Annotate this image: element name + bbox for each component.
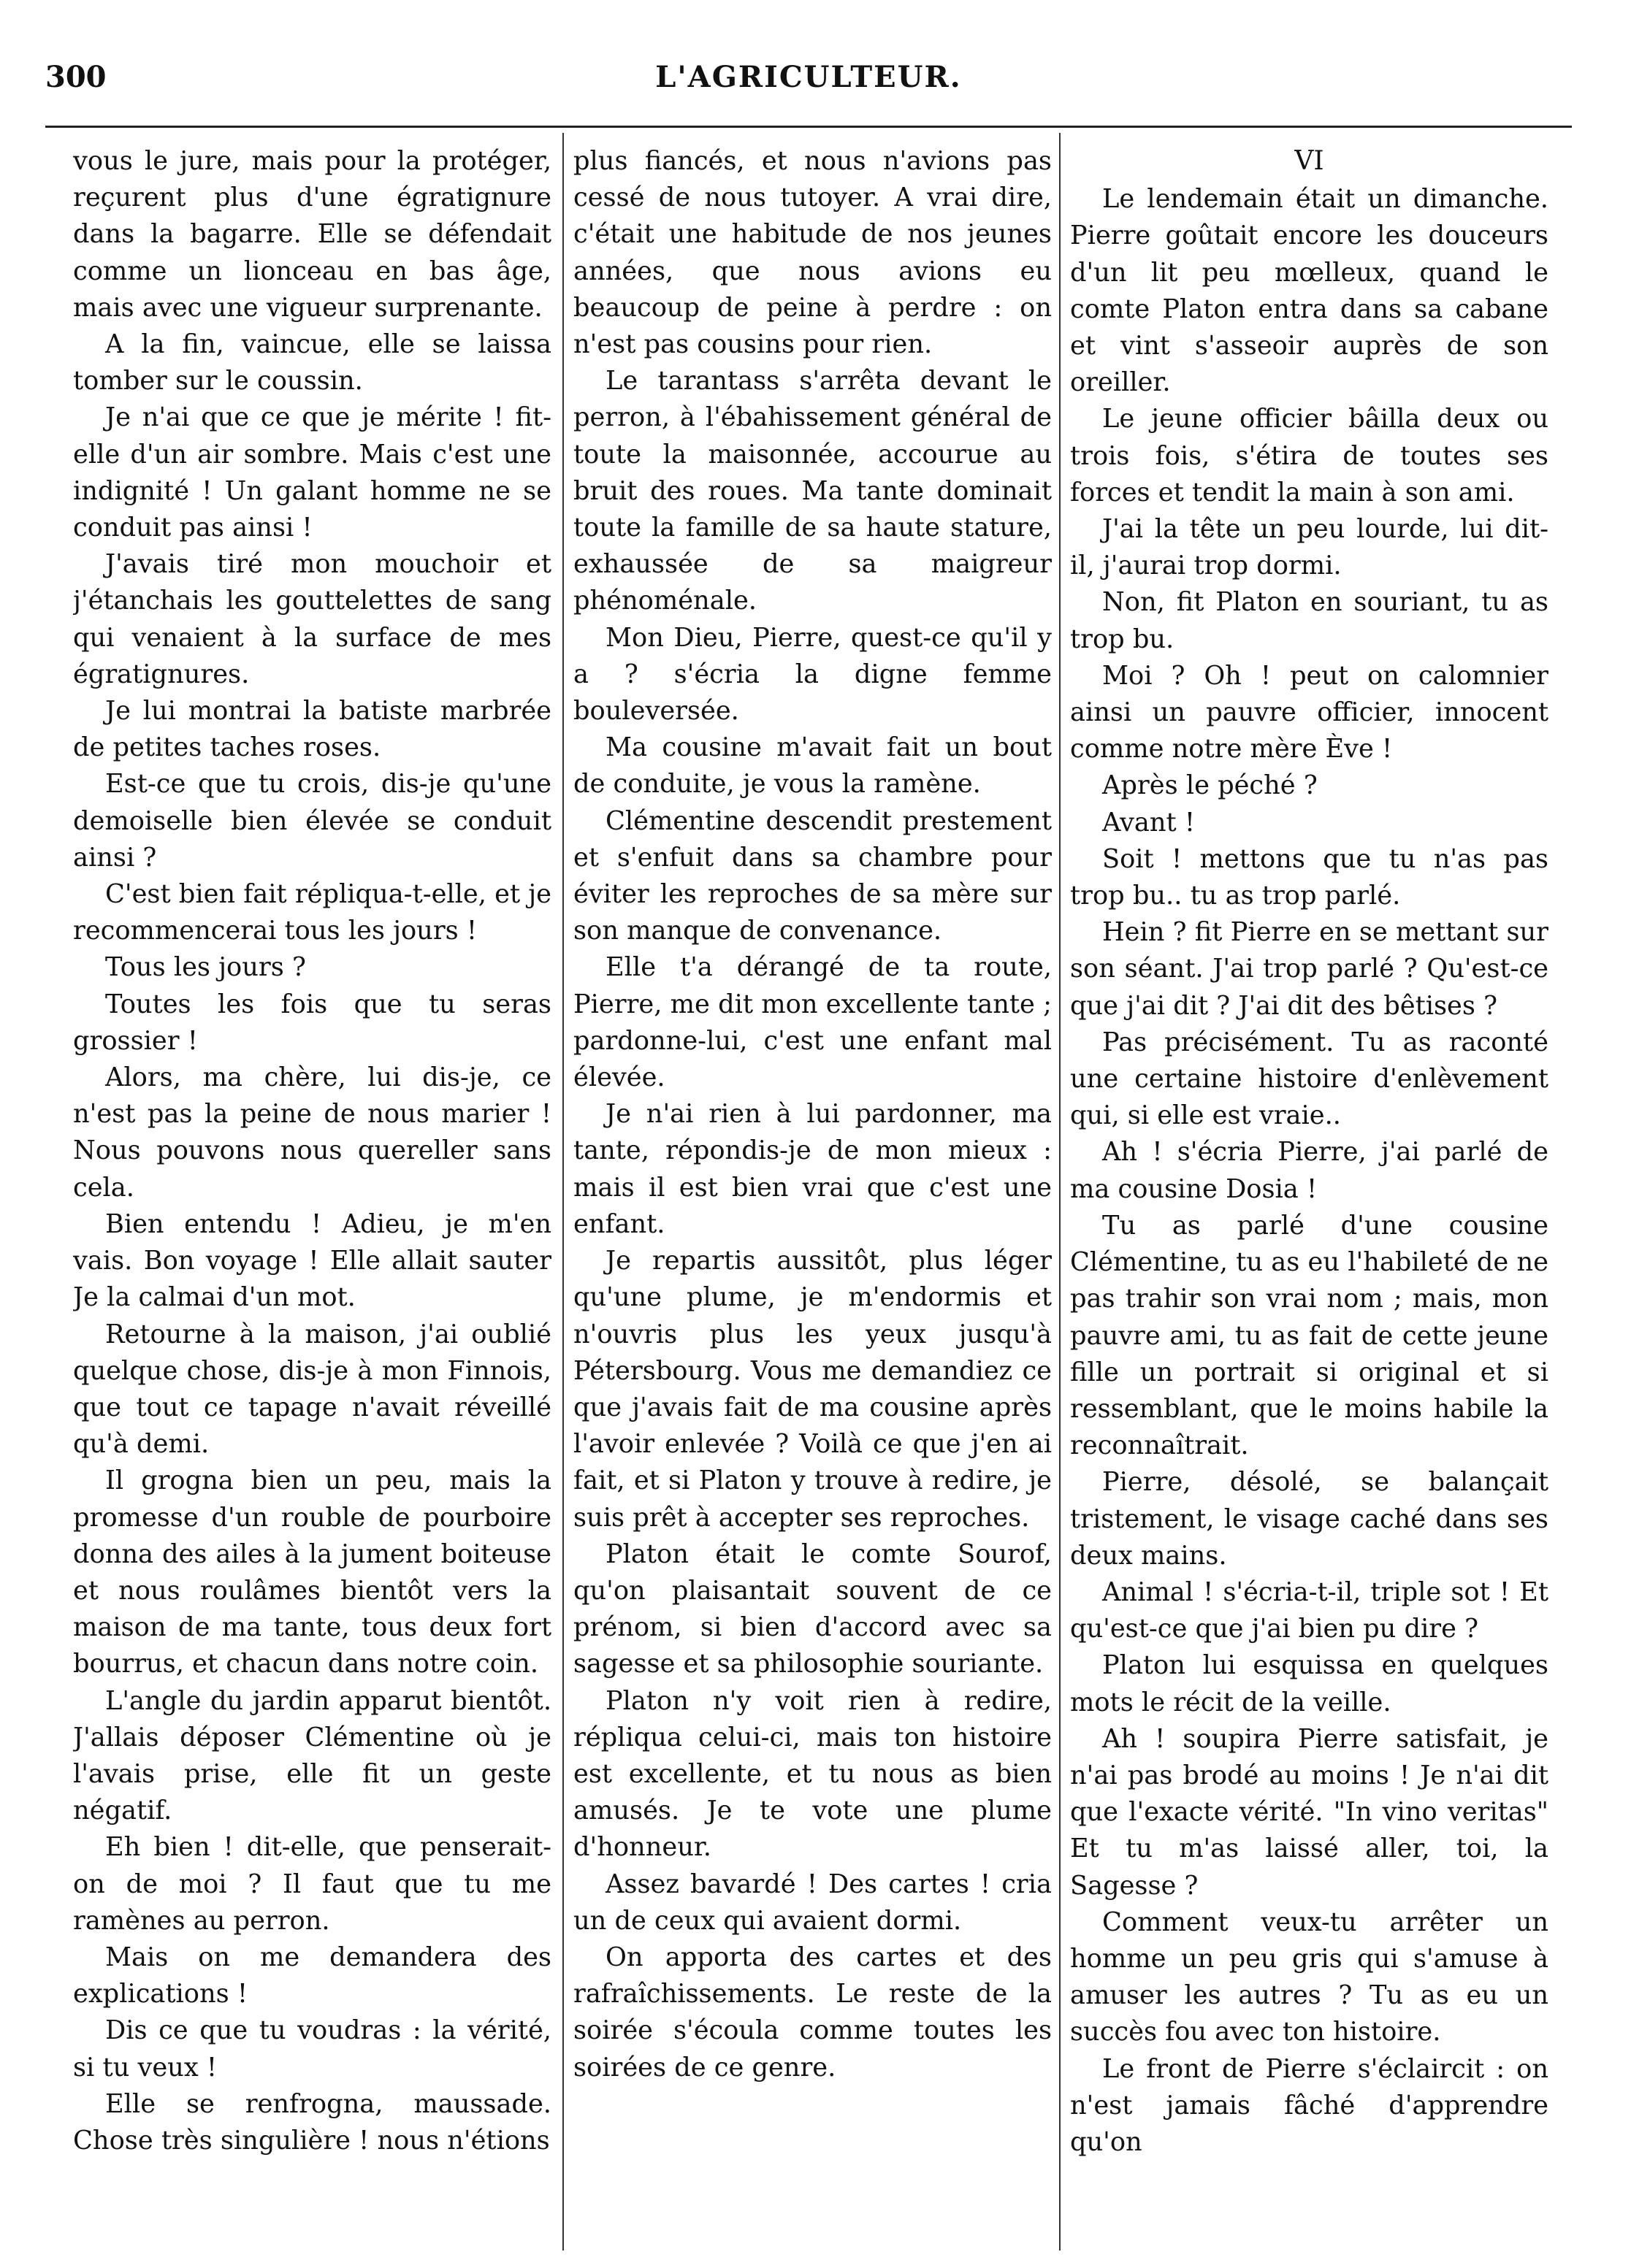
paragraph: Le tarantass s'arrêta devant le perron, à l'ébahissement général de toute la maisonnée, accourue au bruit des roues. Ma tante dominait toute la famille de sa haute stature, exhaussée de sa maigreur phénoménale. xyxy=(573,366,1052,616)
paragraph: Je n'ai rien à lui pardonner, ma tante, répondis-je de mon mieux : mais il est bien vrai que c'est une enfant. xyxy=(573,1099,1052,1239)
text-column-2 xyxy=(573,143,1052,2231)
column-divider xyxy=(562,133,564,2250)
paragraph: Tu as parlé d'une cousine Clémentine, tu as eu l'habileté de ne pas trahir son vrai nom ; mais, mon pauvre ami, tu as fait de cette jeune fille un portrait si original et si ressemblant, que le moins habile la reconnaîtrait. xyxy=(1070,1210,1548,1461)
paragraph: Mais on me demandera des explications ! xyxy=(73,1942,551,2010)
paragraph: Elle se renfrogna, maussade. Chose très singulière ! nous n'étions xyxy=(73,2088,551,2156)
paragraph: J'avais tiré mon mouchoir et j'étanchais les gouttelettes de sang qui venaient à la surface de mes égratignures. xyxy=(73,549,551,689)
paragraph: Non, fit Platon en souriant, tu as trop bu. xyxy=(1070,587,1548,654)
page-header xyxy=(45,60,1572,118)
paragraph: Je lui montrai la batiste marbrée de petites taches roses. xyxy=(73,696,551,763)
text-column-1 xyxy=(73,143,551,2231)
paragraph: Il grogna bien un peu, mais la promesse d'un rouble de pourboire donna des ailes à la jument boiteuse et nous roulâmes bientôt vers la maison de ma tante, tous deux fort bourrus, et chacun dans notre coin. xyxy=(73,1466,551,1679)
paragraph: Mon Dieu, Pierre, quest-ce qu'il y a ? s'écria la digne femme bouleversée. xyxy=(573,622,1052,727)
paragraph: Ah ! s'écria Pierre, j'ai parlé de ma cousine Dosia ! xyxy=(1070,1137,1548,1204)
paragraph: Assez bavardé ! Des cartes ! cria un de ceux qui avaient dormi. xyxy=(573,1869,1052,1936)
page-number: 300 xyxy=(45,60,107,94)
paragraph: Clémentine descendit prestement et s'enfuit dans sa chambre pour éviter les reproches de sa mère sur son manque de convenance. xyxy=(573,805,1052,946)
paragraph: On apporta des cartes et des rafraîchissements. Le reste de la soirée s'écoula comme toutes les soirées de ce genre. xyxy=(573,1942,1052,2083)
paragraph: Le front de Pierre s'éclaircit : on n'est jamais fâché d'apprendre qu'on xyxy=(1070,2053,1548,2157)
paragraph: Avant ! xyxy=(1102,807,1195,838)
paragraph: Le jeune officier bâilla deux ou trois fois, s'étira de toutes ses forces et tendit la main à son ami. xyxy=(1070,404,1548,507)
paragraph: A la fin, vaincue, elle se laissa tomber sur le coussin. xyxy=(73,329,551,396)
paragraph: Ah ! soupira Pierre satisfait, je n'ai pas brodé au moins ! Je n'ai dit que l'exacte vérité. "In vino veritas" Et tu m'as laissé aller, toi, la Sagesse ? xyxy=(1070,1723,1548,1901)
paragraph: Pierre, désolé, se balançait tristement, le visage caché dans ses deux mains. xyxy=(1070,1467,1548,1571)
paragraph: Ma cousine m'avait fait un bout de conduite, je vous la ramène. xyxy=(573,732,1052,800)
paragraph: Est-ce que tu crois, dis-je qu'une demoiselle bien élevée se conduit ainsi ? xyxy=(73,769,551,873)
paragraph: Alors, ma chère, lui dis-je, ce n'est pas la peine de nous marier ! Nous pouvons nous quereller sans cela. xyxy=(73,1062,551,1203)
paragraph: Moi ? Oh ! peut on calomnier ainsi un pauvre officier, innocent comme notre mère Ève ! xyxy=(1070,660,1548,765)
paragraph: Tous les jours ? xyxy=(105,952,306,983)
paragraph: Je repartis aussitôt, plus léger qu'une plume, je m'endormis et n'ouvris plus les yeux jusqu'à Pétersbourg. Vous me demandiez ce que j'avais fait de ma cousine après l'avoir enlevée ? Voilà ce que j'en ai fait, et si Platon y trouve à redire, je suis prêt à accepter ses reproches. xyxy=(573,1246,1052,1533)
running-title: L'AGRICULTEUR. xyxy=(655,60,962,94)
paragraph: plus fiancés, et nous n'avions pas cessé de nous tutoyer. A vrai dire, c'était une habitude de nos jeunes années, que nous avions eu beaucoup de peine à perdre : on n'est pas cousins pour rien. xyxy=(573,146,1052,360)
paragraph: vous le jure, mais pour la protéger, reçurent plus d'une égratignure dans la bagarre. Elle se défendait comme un lionceau en bas âge, mais avec une vigueur surprenante. xyxy=(73,146,551,323)
text-column-3 xyxy=(1070,143,1548,2231)
paragraph: Pas précisément. Tu as raconté une certaine histoire d'enlèvement qui, si elle est vraie.. xyxy=(1070,1027,1548,1131)
paragraph: Je n'ai que ce que je mérite ! fit-elle d'un air sombre. Mais c'est une indignité ! Un galant homme ne se conduit pas ainsi ! xyxy=(73,402,551,543)
chapter-heading: VI xyxy=(1294,146,1324,176)
column-divider xyxy=(1059,133,1061,2250)
paragraph: Toutes les fois que tu seras grossier ! xyxy=(73,989,551,1056)
paragraph: Soit ! mettons que tu n'as pas trop bu.. tu as trop parlé. xyxy=(1070,843,1548,911)
paragraph: Dis ce que tu voudras : la vérité, si tu veux ! xyxy=(73,2015,551,2083)
paragraph: C'est bien fait répliqua-t-elle, et je recommencerai tous les jours ! xyxy=(73,879,551,946)
paragraph: Platon n'y voit rien à redire, répliqua celui-ci, mais ton histoire est excellente, et tu nous as bien amusés. Je te vote une plume d'honneur. xyxy=(573,1685,1052,1863)
paragraph: Comment veux-tu arrêter un homme un peu gris qui s'amuse à amuser les autres ? Tu as eu un succès fou avec ton histoire. xyxy=(1070,1907,1548,2047)
paragraph: L'angle du jardin apparut bientôt. J'allais déposer Clémentine où je l'avais prise, elle fit un geste négatif. xyxy=(73,1685,551,1826)
paragraph: Retourne à la maison, j'ai oublié quelque chose, dis-je à mon Finnois, que tout ce tapage n'avait réveillé qu'à demi. xyxy=(73,1319,551,1460)
paragraph: Elle t'a dérangé de ta route, Pierre, me dit mon excellente tante ; pardonne-lui, c'est une enfant mal élevée. xyxy=(573,952,1052,1093)
paragraph: Platon lui esquissa en quelques mots le récit de la veille. xyxy=(1070,1650,1548,1717)
paragraph: Après le péché ? xyxy=(1102,770,1318,801)
paragraph: Eh bien ! dit-elle, que penserait-on de moi ? Il faut que tu me ramènes au perron. xyxy=(73,1832,551,1936)
paragraph: Platon était le comte Sourof, qu'on plaisantait souvent de ce prénom, si bien d'accord avec sa sagesse et sa philosophie souriante. xyxy=(573,1539,1052,1679)
paragraph: J'ai la tête un peu lourde, lui dit-il, j'aurai trop dormi. xyxy=(1070,514,1548,581)
paragraph: Hein ? fit Pierre en se mettant sur son séant. J'ai trop parlé ? Qu'est-ce que j'ai dit ? J'ai dit des bêtises ? xyxy=(1070,917,1548,1021)
header-rule xyxy=(45,126,1572,128)
paragraph: Animal ! s'écria-t-il, triple sot ! Et qu'est-ce que j'ai bien pu dire ? xyxy=(1070,1577,1548,1644)
paragraph: Le lendemain était un dimanche. Pierre goûtait encore les douceurs d'un lit peu mœlleux, quand le comte Platon entra dans sa cabane et vint s'asseoir auprès de son oreiller. xyxy=(1070,184,1548,398)
paragraph: Bien entendu ! Adieu, je m'en vais. Bon voyage ! Elle allait sauter Je la calmai d'un mot. xyxy=(73,1208,551,1313)
